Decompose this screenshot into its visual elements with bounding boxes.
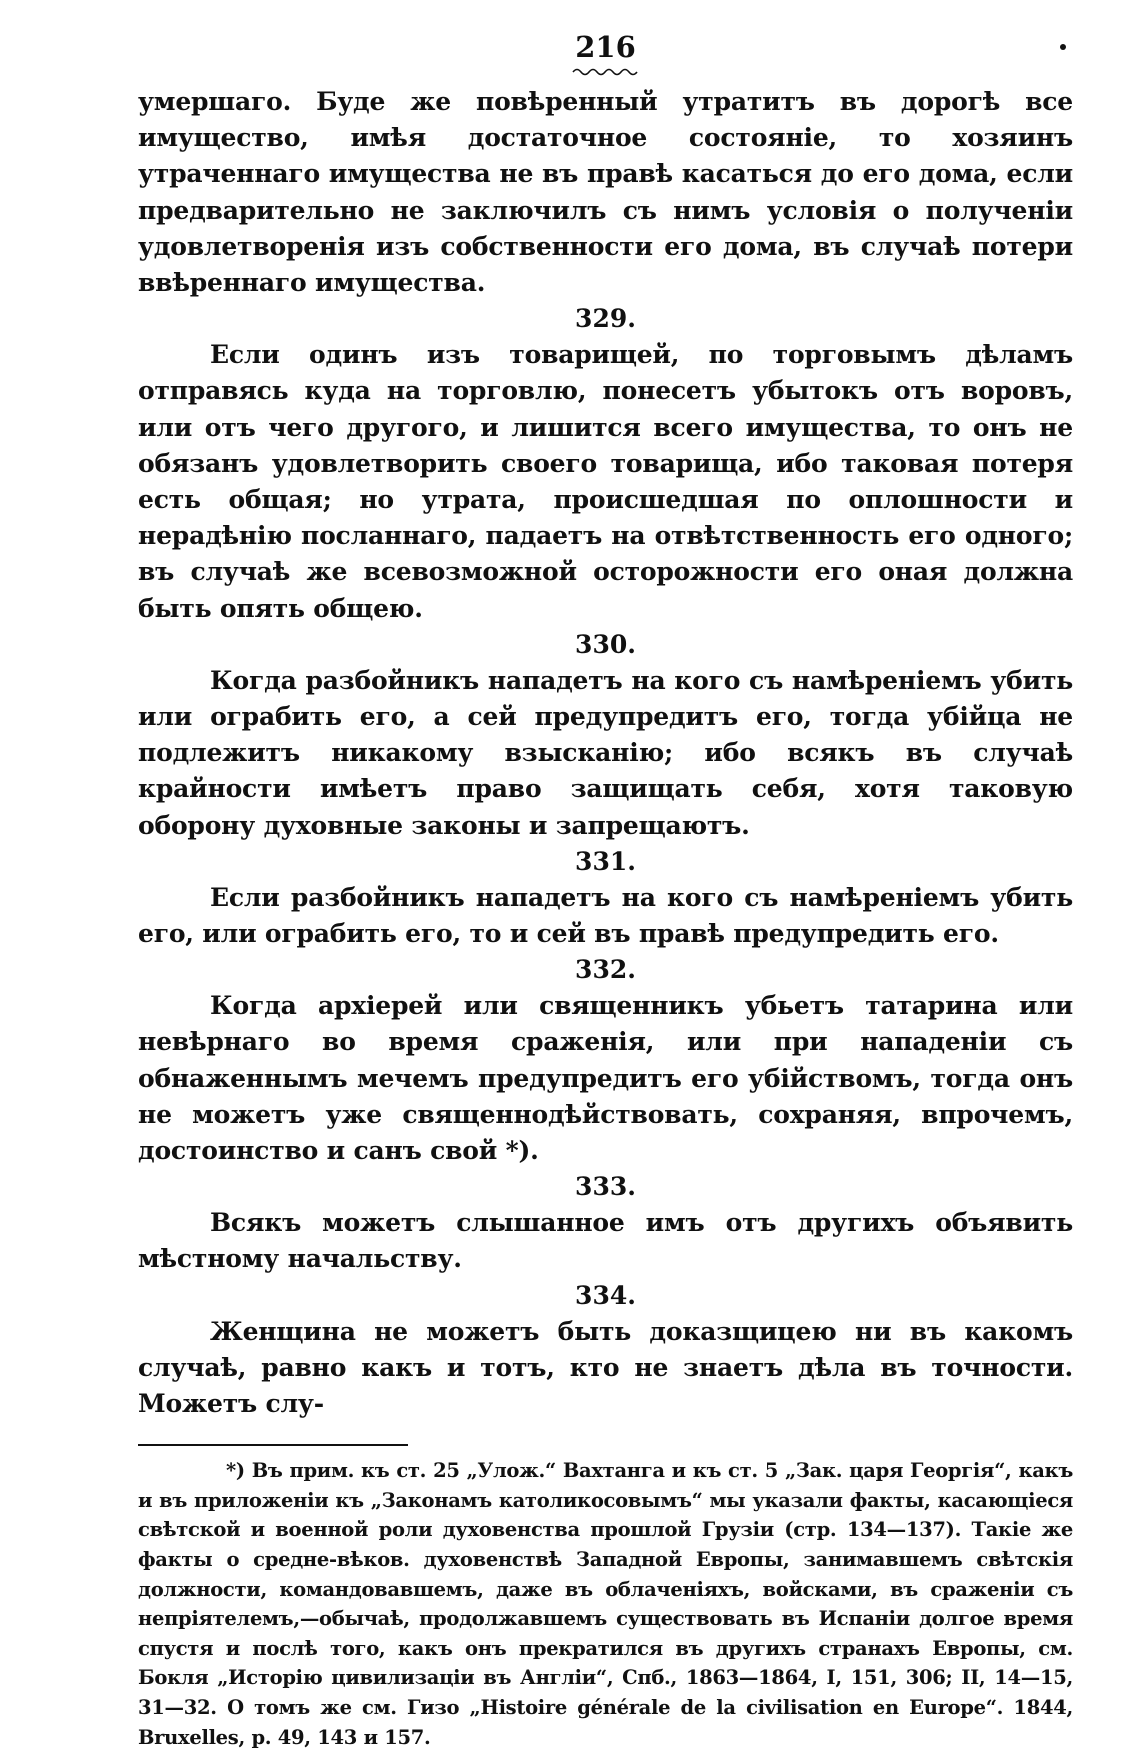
footnote-divider bbox=[138, 1444, 408, 1446]
article-number-333: 333. bbox=[575, 1172, 636, 1202]
article-number-332: 332. bbox=[575, 955, 636, 985]
page-number: 216 bbox=[575, 30, 636, 64]
book-page bbox=[138, 30, 1073, 1752]
article-number-334: 334. bbox=[575, 1280, 636, 1310]
intro-paragraph: умершаго. Буде же повѣренный утратитъ въ дорогѣ все имущество, имѣя достаточное состоянiе, то хозяинъ утраченнаго имущества не въ правѣ касаться до его дома, если предварительно не заключилъ съ нимъ условiя о полученiи удовлетворенiя изъ собственности его дома, въ случаѣ потери ввѣреннаго имущества. bbox=[138, 87, 1073, 298]
article-text-329: Если одинъ изъ товарищей, по торговымъ дѣламъ отправясь куда на торговлю, понесетъ убытокъ отъ воровъ, или отъ чего другого, и лишится всего имущества, то онъ не обязанъ удовлетворить своего товарища, ибо таковая потеря есть общая; но утрата, происшедшая по оплошности и нерадѣнiю посланнаго, падаетъ на отвѣтственность его одного; въ случаѣ же всевозможной осторожности его оная должна быть опять общею. bbox=[138, 340, 1073, 623]
article-text-334: Женщина не можетъ быть доказщицею ни въ какомъ случаѣ, равно какъ и тотъ, кто не знаетъ дѣла въ точности. Можетъ слу- bbox=[138, 1316, 1073, 1419]
wavy-underline-ornament bbox=[571, 66, 641, 76]
article-number-331: 331. bbox=[575, 846, 636, 876]
article-text-332: Когда архiерей или священникъ убьетъ татарина или невѣрнаго во время сраженiя, или при нападенiи съ обнаженнымъ мечемъ предупредитъ его убiйствомъ, тогда онъ не можетъ уже священнодѣйствовать, сохраняя, впрочемъ, достоинство и санъ свой *). bbox=[138, 991, 1073, 1166]
footnote: *) Въ прим. къ ст. 25 „Улож.“ Вахтанга и къ ст. 5 „Зак. царя Георгiя“, какъ и въ приложенiи къ „Законамъ католикосовымъ“ мы указали факты, касающiеся свѣтской и военной роли духовенства прошлой Грузiи (стр. 134—137). Такiе же факты о средне-вѣков. духовенствѣ Западной Европы, занимавшемъ свѣтскiя должности, командовавшемъ, даже въ облаченiяхъ, войсками, въ сраженiи съ непрiятелемъ,—обычаѣ, продолжавшемъ существовать въ Испанiи долгое время спустя и послѣ того, какъ онъ прекратился въ другихъ странахъ Европы, см. Бокля „Исторiю цивилизацiи въ Англiи“, Спб., 1863—1864, I, 151, 306; II, 14—15, 31—32. О томъ же см. Гизо „Histoire générale de la civilisation en Europe“. 1844, Bruxelles, p. 49, 143 и 157. bbox=[138, 1459, 1073, 1749]
article-number-329: 329. bbox=[575, 304, 636, 334]
article-text-333: Всякъ можетъ слышанное имъ отъ другихъ объявить мѣстному начальству. bbox=[138, 1208, 1073, 1274]
article-text-330: Когда разбойникъ нападетъ на кого съ намѣренiемъ убить или ограбить его, а сей предупредитъ его, тогда убiйца не подлежитъ никакому взысканiю; ибо всякъ въ случаѣ крайности имѣетъ право защищать себя, хотя таковую оборону духовные законы и запрещаютъ. bbox=[138, 665, 1073, 840]
article-text-331: Если разбойникъ нападетъ на кого съ намѣренiемъ убить его, или ограбить его, то и сей въ правѣ предупредить его. bbox=[138, 882, 1073, 949]
article-number-330: 330. bbox=[575, 629, 636, 659]
